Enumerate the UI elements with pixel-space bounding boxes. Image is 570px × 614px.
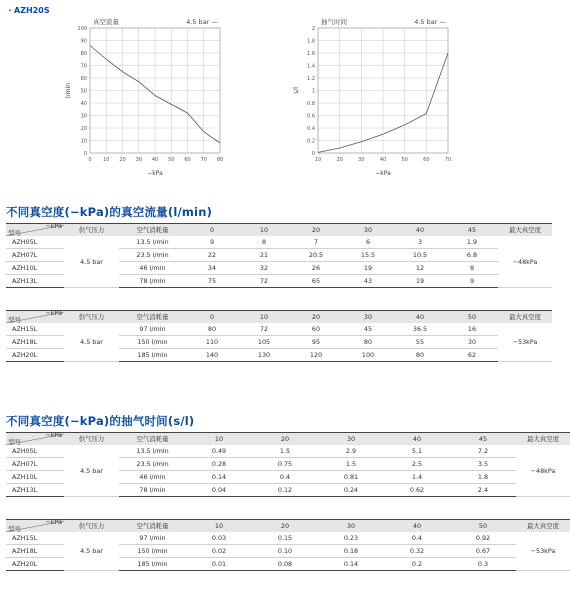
model-label: 型号: [8, 316, 21, 325]
x-tick-label: 30: [358, 157, 365, 163]
consumption-cell: 23.5 l/min: [119, 458, 186, 471]
x-axis-label: −kPa: [147, 170, 163, 177]
value-cell: 0.08: [252, 558, 318, 571]
x-tick-label: 80: [216, 157, 224, 163]
vacuum-level-header: 30: [318, 433, 384, 446]
y-tick-label: 1: [311, 88, 315, 95]
kpa-label: −kPa: [45, 518, 62, 526]
max-vacuum-header: 最大真空度: [498, 224, 552, 237]
x-tick-label: 70: [200, 157, 207, 163]
value-cell: 20.5: [290, 249, 342, 262]
value-cell: 0.81: [318, 471, 384, 484]
y-tick-label: 1.2: [307, 75, 315, 82]
value-cell: 2.4: [450, 484, 516, 497]
model-kpa-header: [6, 311, 64, 324]
max-vacuum-header: 最大真空度: [516, 520, 570, 533]
consumption-cell: 150 l/min: [119, 545, 186, 558]
y-tick-label: 60: [80, 75, 87, 82]
value-cell: 34: [186, 262, 238, 275]
value-cell: 1.8: [450, 471, 516, 484]
vacuum-level-header: 10: [186, 520, 252, 533]
value-cell: 8: [446, 262, 498, 275]
value-cell: 19: [342, 262, 394, 275]
vacuum-level-header: 20: [252, 433, 318, 446]
value-cell: 1.5: [252, 445, 318, 458]
y-tick-label: 20: [80, 125, 87, 132]
value-cell: 0.32: [384, 545, 450, 558]
y-tick-label: 0.2: [307, 138, 315, 145]
value-cell: 0.15: [252, 532, 318, 545]
model-cell: AZH20L: [6, 558, 64, 571]
model-cell: AZH05L: [6, 445, 64, 458]
value-cell: 3.5: [450, 458, 516, 471]
vacuum-level-header: 30: [318, 520, 384, 533]
consumption-cell: 185 l/min: [119, 349, 186, 362]
max-vacuum-cell: −53kPa: [498, 323, 552, 362]
value-cell: 65: [290, 275, 342, 288]
value-cell: 5.1: [384, 445, 450, 458]
value-cell: 72: [238, 275, 290, 288]
value-cell: 22: [186, 249, 238, 262]
value-cell: 0.4: [252, 471, 318, 484]
value-cell: 3: [394, 236, 446, 249]
value-cell: 0.2: [384, 558, 450, 571]
value-cell: 6: [342, 236, 394, 249]
x-tick-label: 10: [103, 157, 110, 163]
vacuum-level-header: 45: [446, 224, 498, 237]
value-cell: 0.10: [252, 545, 318, 558]
table-row: [6, 445, 570, 458]
kpa-label: −kPa: [45, 222, 62, 230]
vacuum-level-header: 10: [186, 433, 252, 446]
value-cell: 16: [446, 323, 498, 336]
value-cell: 0.24: [318, 484, 384, 497]
model-cell: AZH18L: [6, 336, 64, 349]
value-cell: 0.67: [450, 545, 516, 558]
value-cell: 0.92: [450, 532, 516, 545]
vacuum-level-header: 40: [394, 311, 446, 324]
y-tick-label: 0.6: [307, 113, 315, 120]
consumption-cell: 46 l/min: [119, 262, 186, 275]
y-axis-label: l/min: [65, 82, 72, 99]
y-tick-label: 0.8: [307, 100, 315, 107]
max-vacuum-cell: −53kPa: [516, 532, 570, 571]
legend-label: 4.5 bar —: [186, 18, 218, 26]
y-tick-label: 70: [80, 63, 87, 70]
y-tick-label: 1.4: [307, 63, 315, 70]
value-cell: 110: [186, 336, 238, 349]
value-cell: 0.62: [384, 484, 450, 497]
x-tick-label: 40: [151, 157, 159, 163]
vacuum-level-header: 40: [384, 520, 450, 533]
vacuum-level-header: 0: [186, 311, 238, 324]
value-cell: 9: [446, 275, 498, 288]
y-tick-label: 1.8: [307, 38, 315, 45]
vacuum-level-header: 50: [450, 520, 516, 533]
max-vacuum-header: 最大真空度: [516, 433, 570, 446]
x-tick-label: 20: [336, 157, 343, 163]
vacuum-level-header: 40: [384, 433, 450, 446]
model-cell: AZH07L: [6, 249, 64, 262]
y-tick-label: 1.6: [307, 50, 315, 57]
x-tick-label: 60: [184, 157, 191, 163]
vacuum-level-header: 30: [342, 311, 394, 324]
consumption-cell: 13.5 l/min: [119, 445, 186, 458]
value-cell: 36.5: [394, 323, 446, 336]
model-title: ・AZH20S: [6, 6, 50, 15]
flow-table-2: [6, 310, 552, 362]
value-cell: 62: [446, 349, 498, 362]
air-consumption-header: 空气消耗量: [119, 311, 186, 324]
value-cell: 30: [446, 336, 498, 349]
max-vacuum-header: 最大真空度: [498, 311, 552, 324]
chart-svg: [288, 14, 488, 184]
model-cell: AZH18L: [6, 545, 64, 558]
vacuum-level-header: 40: [394, 224, 446, 237]
consumption-cell: 78 l/min: [119, 275, 186, 288]
vacuum-level-header: 30: [342, 224, 394, 237]
value-cell: 60: [290, 323, 342, 336]
vacuum-flow-chart: [60, 14, 260, 184]
value-cell: 0.28: [186, 458, 252, 471]
chart-title: 真空流量: [93, 18, 119, 26]
time-table-1: [6, 432, 570, 497]
value-cell: 1.9: [446, 236, 498, 249]
consumption-cell: 97 l/min: [119, 323, 186, 336]
value-cell: 15.5: [342, 249, 394, 262]
value-cell: 120: [290, 349, 342, 362]
model-label: 型号: [8, 525, 21, 534]
x-tick-label: 50: [401, 157, 408, 163]
model-kpa-header: [6, 520, 64, 533]
y-tick-label: 50: [80, 88, 87, 95]
legend-label: 4.5 bar —: [414, 18, 446, 26]
value-cell: 105: [238, 336, 290, 349]
time-table-2: [6, 519, 570, 571]
supply-pressure-header: 供气压力: [64, 520, 119, 533]
time-section-title: 不同真空度(−kPa)的抽气时间(s/l): [6, 414, 195, 428]
value-cell: 7: [290, 236, 342, 249]
value-cell: 9: [186, 236, 238, 249]
x-tick-label: 40: [379, 157, 387, 163]
model-cell: AZH13L: [6, 275, 64, 288]
max-vacuum-cell: −48kPa: [516, 445, 570, 497]
y-tick-label: 90: [80, 38, 87, 45]
model-kpa-header: [6, 433, 64, 446]
air-consumption-header: 空气消耗量: [119, 520, 186, 533]
vacuum-level-header: 45: [450, 433, 516, 446]
y-tick-label: 30: [80, 113, 87, 120]
x-tick-label: 60: [423, 157, 430, 163]
value-cell: 80: [342, 336, 394, 349]
table-row: [6, 532, 570, 545]
value-cell: 0.18: [318, 545, 384, 558]
value-cell: 0.03: [186, 532, 252, 545]
x-tick-label: 70: [444, 157, 452, 163]
supply-pressure-cell: 4.5 bar: [64, 323, 119, 362]
value-cell: 0.75: [252, 458, 318, 471]
vacuum-level-header: 10: [238, 224, 290, 237]
model-kpa-header: [6, 224, 64, 237]
vacuum-level-header: 10: [238, 311, 290, 324]
kpa-label: −kPa: [45, 431, 62, 439]
consumption-cell: 150 l/min: [119, 336, 186, 349]
y-axis-label: s/l: [293, 87, 300, 94]
vacuum-level-header: 50: [446, 311, 498, 324]
value-cell: 1.5: [318, 458, 384, 471]
model-label: 型号: [8, 438, 21, 447]
y-tick-label: 0: [83, 150, 87, 157]
value-cell: 45: [342, 323, 394, 336]
y-tick-label: 100: [77, 25, 87, 32]
supply-pressure-header: 供气压力: [64, 433, 119, 446]
supply-pressure-header: 供气压力: [64, 311, 119, 324]
flow-table-1: [6, 223, 552, 288]
value-cell: 2.9: [318, 445, 384, 458]
value-cell: 75: [186, 275, 238, 288]
x-tick-label: 50: [168, 157, 175, 163]
model-cell: AZH15L: [6, 532, 64, 545]
value-cell: 0.01: [186, 558, 252, 571]
value-cell: 8: [238, 236, 290, 249]
supply-pressure-cell: 4.5 bar: [64, 445, 119, 497]
table-row: [6, 323, 552, 336]
model-label: 型号: [8, 229, 21, 238]
supply-pressure-header: 供气压力: [64, 224, 119, 237]
consumption-cell: 185 l/min: [119, 558, 186, 571]
chart-svg: [60, 14, 260, 184]
vacuum-level-header: 0: [186, 224, 238, 237]
x-tick-label: 30: [135, 157, 142, 163]
consumption-cell: 13.5 l/min: [119, 236, 186, 249]
value-cell: 10.5: [394, 249, 446, 262]
supply-pressure-cell: 4.5 bar: [64, 532, 119, 571]
value-cell: 0.4: [384, 532, 450, 545]
y-tick-label: 0: [311, 150, 315, 157]
value-cell: 0.3: [450, 558, 516, 571]
value-cell: 0.14: [186, 471, 252, 484]
value-cell: 0.02: [186, 545, 252, 558]
x-tick-label: 10: [314, 157, 322, 163]
value-cell: 0.12: [252, 484, 318, 497]
consumption-cell: 23.5 l/min: [119, 249, 186, 262]
vacuum-level-header: 20: [252, 520, 318, 533]
value-cell: 19: [394, 275, 446, 288]
model-cell: AZH10L: [6, 262, 64, 275]
supply-pressure-cell: 4.5 bar: [64, 236, 119, 288]
value-cell: 43: [342, 275, 394, 288]
model-cell: AZH07L: [6, 458, 64, 471]
chart-title: 抽气时间: [321, 18, 347, 26]
air-consumption-header: 空气消耗量: [119, 224, 186, 237]
x-tick-label: 20: [119, 157, 126, 163]
value-cell: 100: [342, 349, 394, 362]
value-cell: 12: [394, 262, 446, 275]
y-tick-label: 2: [311, 25, 315, 32]
model-cell: AZH15L: [6, 323, 64, 336]
value-cell: 7.2: [450, 445, 516, 458]
model-cell: AZH20L: [6, 349, 64, 362]
value-cell: 21: [238, 249, 290, 262]
value-cell: 0.14: [318, 558, 384, 571]
y-tick-label: 80: [80, 50, 87, 57]
value-cell: 130: [238, 349, 290, 362]
value-cell: 0.49: [186, 445, 252, 458]
max-vacuum-cell: −48kPa: [498, 236, 552, 288]
value-cell: 32: [238, 262, 290, 275]
model-cell: AZH13L: [6, 484, 64, 497]
value-cell: 80: [186, 323, 238, 336]
model-cell: AZH05L: [6, 236, 64, 249]
y-tick-label: 10: [80, 138, 87, 145]
evacuation-time-chart: [288, 14, 488, 184]
value-cell: 1.4: [384, 471, 450, 484]
value-cell: 140: [186, 349, 238, 362]
y-tick-label: 0.4: [307, 125, 315, 132]
x-axis-label: −kPa: [375, 170, 391, 177]
value-cell: 80: [394, 349, 446, 362]
value-cell: 2.5: [384, 458, 450, 471]
consumption-cell: 97 l/min: [119, 532, 186, 545]
consumption-cell: 46 l/min: [119, 471, 186, 484]
vacuum-level-header: 20: [290, 311, 342, 324]
value-cell: 26: [290, 262, 342, 275]
air-consumption-header: 空气消耗量: [119, 433, 186, 446]
y-tick-label: 40: [80, 100, 87, 107]
model-cell: AZH10L: [6, 471, 64, 484]
table-row: [6, 236, 552, 249]
value-cell: 0.23: [318, 532, 384, 545]
x-tick-label: 0: [88, 157, 92, 163]
value-cell: 0.04: [186, 484, 252, 497]
value-cell: 6.8: [446, 249, 498, 262]
vacuum-level-header: 20: [290, 224, 342, 237]
value-cell: 55: [394, 336, 446, 349]
kpa-label: −kPa: [45, 309, 62, 317]
value-cell: 95: [290, 336, 342, 349]
value-cell: 72: [238, 323, 290, 336]
consumption-cell: 78 l/min: [119, 484, 186, 497]
flow-section-title: 不同真空度(−kPa)的真空流量(l/min): [6, 205, 213, 219]
